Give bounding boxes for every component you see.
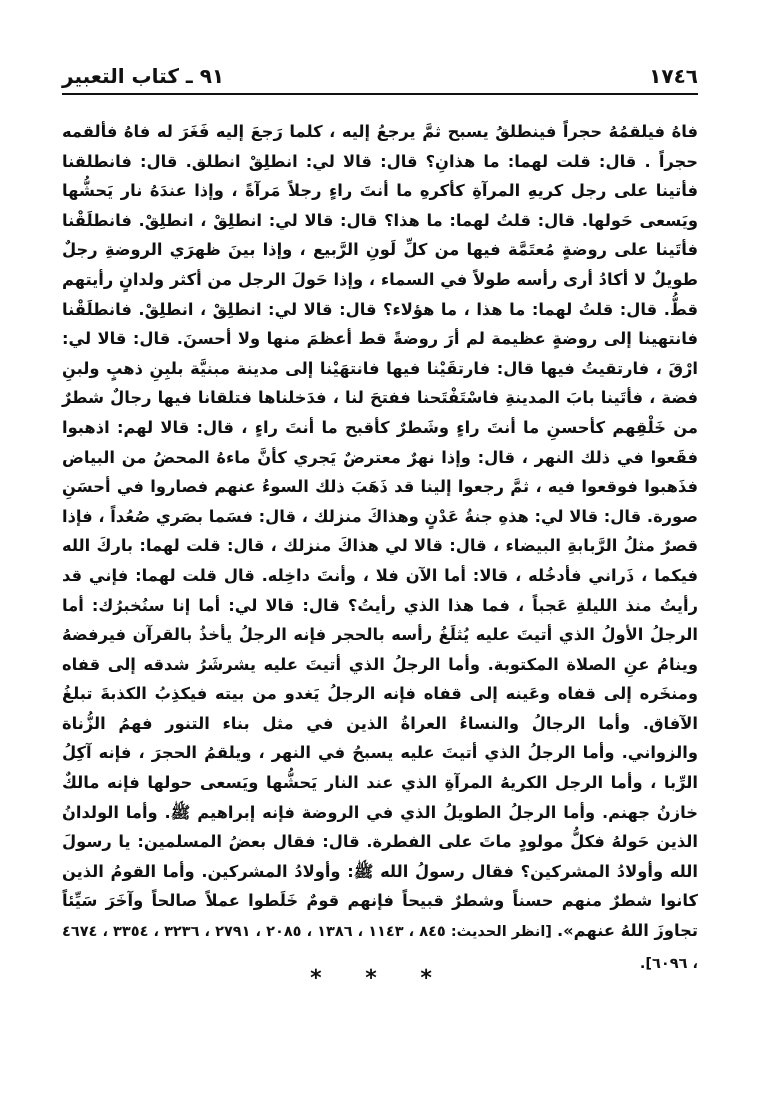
hadith-body: فاهُ فيلقمُهُ حجراً فينطلقُ يسبح ثمَّ يرجعُ إليه ، كلما رَجعَ إليه فَغَرَ له فاهُ فألقمه حجراً . قال: قلت لهما: ما هذانِ؟ قال: قالا لي: انطلِقْ انطلق. قال: فانطلقنا فأتينا على رجل كريهِ المرآةِ كأكرهِ ما أنتَ راءٍ رجلاً مَرآةً ، وإذا عندَهُ نار يَحشُّها ويَسعى حَولها. قال: قلتُ لهما: ما هذا؟ قال: قالا لي: انطلِقْ ، انطلِقْ. فانطلَقْنا فأتَينا على روضةٍ مُعتَمَّة فيها من كلِّ لَونِ الرَّبيع ، وإذا بينَ ظهرَي الروضةِ رجلٌ طويلٌ لا أكادُ أرى رأسه طولاً في السماء ، وإذا حَولَ الرجل من أكثر ولدانٍ رأيتهم قطُّ. قال: قلتُ لهما: ما هذا ، ما هؤلاء؟ قال: قالا لي: انطلِقْ ، انطلِقْ. فانطلَقْنا فانتهينا إلى روضةٍ عظيمة لم أرَ روضةً قط أعظمَ منها ولا أحسنَ. قال: قالا لي: ارْقَ ، فارتقيتُ فيها قال: فارتقَيْنا فيها فانتهَيْنا إلى مدينة مبنيَّة بلبِنِ ذهبٍ ولبنِ فضة ، فأتَينا بابَ المدينةِ فاسْتَفْتَحنا ففتحَ لنا ، فدَخلناها فتلقانا فيها رجالٌ شطرٌ من خَلْقِهم كأحسنِ ما أنتَ راءٍ وشَطرٌ كأقبح ما أنتَ راءٍ ، قال: قالا لهم: اذهبوا فقَعوا في ذلك النهر ، قال: وإذا نهرٌ معترضٌ يَجري كأنَّ ماءهُ المحضُ من البياض فذَهبوا فوقعوا فيه ، ثمَّ رجعوا إلينا قد ذَهَبَ ذلك السوءُ عنهم فصاروا في أحسَنِ صورة. قال: قالا لي: هذهِ جنةُ عَدْنٍ وهذاكَ منزلك ، قال: فسَما بصَري صُعُداً ، فإذا قصرٌ مثلُ الرَّبابةِ البيضاء ، قال: قالا لي هذاكَ منزلك ، قال: قلت لهما: باركَ الله فيكما ، ذَراني فأدخُله ، قالا: أما الآن فلا ، وأنتَ داخِله. قال قلت لهما: فإني قد رأيتُ منذ الليلةِ عَجباً ، فما هذا الذي رأيتُ؟ قال: قالا لي: أما إنا سنُخبرُك: أما الرجلُ الأولُ الذي أتيتَ عليه يُثلَغُ رأسه بالحجر فإنه الرجلُ يأخذُ بالقرآن فيرفضهُ وينامُ عنِ الصلاة المكتوبة. وأما الرجلُ الذي أتيتَ عليه يشرشَرُ شدقه إلى قفاه ومنخَره إلى قفاه وعَينه إلى قفاه فإنه الرجلُ يَغدو من بيته فيكذِبُ الكذبةَ تبلغُ الآفاق. وأما الرجالُ والنساءُ العراةُ الذين في مثل بناء التنور فهمُ الزُّناة والزواني. وأما الرجلُ الذي أتيتَ عليه يسبحُ في النهر ، ويلقمُ الحجرَ ، فإنه آكِلُ الرِّبا ، وأما الرجل الكريهُ المرآةِ الذي عند النار يَحشُّها ويَسعى حولها فإنه مالكٌ خازنُ جهنم. وأما الرجلُ الطويلُ الذي في الروضة فإنه إبراهيم ﷺ. وأما الولدانُ الذين حَولهُ فكلُّ مولودٍ ماتَ على الفطرة. قال: فقال بعضُ المسلمين: يا رسولَ الله وأولادُ المشركين؟ فقال رسولُ الله ﷺ: وأولادُ المشركين. وأما القومُ الذين كانوا شطرٌ منهم حسناً وشطرٌ قبيحاً فإنهم قومٌ خَلَطوا عملاً صالحاً وآخَرَ سَيِّئاً تجاوزَ اللهُ عنهم». [62, 122, 698, 941]
page-number: ١٧٤٦ [649, 64, 698, 88]
header-divider [62, 93, 698, 95]
hadith-reference: [انظر الحديث: ٨٤٥ ، ١١٤٣ ، ١٣٨٦ ، ٢٠٨٥ ، ٢٧٩١ ، ٣٢٣٦ ، ٣٣٥٤ ، ٤٦٧٤ ، ٦٠٩٦]. [62, 924, 698, 972]
hadith-text [62, 117, 698, 979]
book-title: ٩١ ـ كتاب التعبير [62, 64, 225, 88]
section-separator: * * * [310, 966, 450, 991]
page-header [62, 62, 698, 88]
